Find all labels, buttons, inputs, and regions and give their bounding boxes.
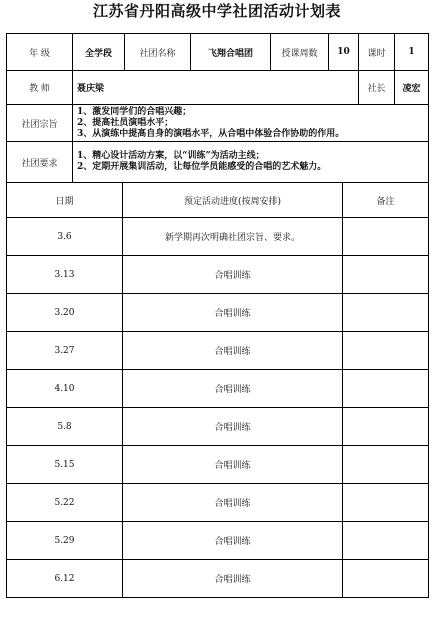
schedule-plan: 合唱训练: [123, 408, 343, 446]
purpose-label: 社团宗旨: [7, 105, 73, 142]
purpose-line: 1、激发同学们的合唱兴趣；: [77, 106, 192, 117]
schedule-plan: 合唱训练: [123, 484, 343, 522]
requirement-line: 2、定期开展集训活动，让每位学员能感受的合唱的艺术魅力。: [77, 162, 327, 172]
club-name-value: 飞翔合唱团: [191, 34, 271, 71]
info-row-2: [7, 71, 429, 105]
schedule-row: [7, 256, 429, 294]
document-title: 江苏省丹阳高级中学社团活动计划表: [92, 2, 341, 20]
schedule-note: [343, 370, 429, 408]
schedule-row: [7, 332, 429, 370]
schedule-note: [343, 484, 429, 522]
grade-label: 年 级: [7, 34, 73, 71]
schedule-plan: 合唱训练: [123, 332, 343, 370]
schedule-date: 5.15: [7, 446, 123, 484]
schedule-note: [343, 446, 429, 484]
schedule-plan: 合唱训练: [123, 522, 343, 560]
schedule-note: [343, 256, 429, 294]
schedule-body: [7, 218, 429, 598]
requirement-row: [7, 142, 429, 183]
schedule-row: [7, 294, 429, 332]
weeks-value: 10: [329, 34, 359, 71]
requirement-line: 1、精心设计活动方案，以“训练”为活动主线；: [77, 151, 265, 161]
schedule-date: 5.29: [7, 522, 123, 560]
plan-header: 预定活动进度(按周安排): [123, 183, 343, 218]
schedule-note: [343, 332, 429, 370]
schedule-row: [7, 522, 429, 560]
schedule-row: [7, 370, 429, 408]
schedule-date: 4.10: [7, 370, 123, 408]
schedule-note: [343, 560, 429, 598]
requirement-label: 社团要求: [7, 142, 73, 183]
schedule-plan: 新学期再次明确社团宗旨、要求。: [123, 218, 343, 256]
schedule-row: [7, 484, 429, 522]
schedule-date: 3.13: [7, 256, 123, 294]
grade-value: 全学段: [73, 34, 125, 71]
schedule-date: 5.8: [7, 408, 123, 446]
schedule-note: [343, 294, 429, 332]
note-header: 备注: [343, 183, 429, 218]
purpose-content: [73, 105, 429, 142]
schedule-row: [7, 408, 429, 446]
schedule-plan: 合唱训练: [123, 560, 343, 598]
schedule-date: 3.20: [7, 294, 123, 332]
club-name-label: 社团名称: [125, 34, 191, 71]
schedule-date: 3.27: [7, 332, 123, 370]
schedule-table: [6, 182, 429, 598]
schedule-note: [343, 522, 429, 560]
schedule-plan: 合唱训练: [123, 446, 343, 484]
schedule-plan: 合唱训练: [123, 370, 343, 408]
schedule-plan: 合唱训练: [123, 294, 343, 332]
leader-value: 凌宏: [395, 71, 429, 105]
date-header: 日期: [7, 183, 123, 218]
purpose-row: [7, 105, 429, 142]
schedule-header-row: [7, 183, 429, 218]
schedule-date: 3.6: [7, 218, 123, 256]
schedule-plan: 合唱训练: [123, 256, 343, 294]
hours-value: 1: [395, 34, 429, 71]
schedule-note: [343, 218, 429, 256]
schedule-row: [7, 446, 429, 484]
teacher-label: 教 师: [7, 71, 73, 105]
purpose-line: 2、提高社员演唱水平；: [77, 117, 174, 128]
info-row-1: [7, 34, 429, 71]
plan-table: [6, 33, 429, 183]
schedule-date: 5.22: [7, 484, 123, 522]
purpose-line: 3、从演练中提高自身的演唱水平，从合唱中体验合作协助的作用。: [77, 128, 345, 139]
teacher-value: 聂庆梁: [73, 71, 359, 105]
schedule-date: 6.12: [7, 560, 123, 598]
schedule-row: [7, 560, 429, 598]
requirement-content: [73, 142, 429, 183]
schedule-note: [343, 408, 429, 446]
weeks-label: 授课周数: [271, 34, 329, 71]
leader-label: 社长: [359, 71, 395, 105]
schedule-row: [7, 218, 429, 256]
hours-label: 课时: [359, 34, 395, 71]
